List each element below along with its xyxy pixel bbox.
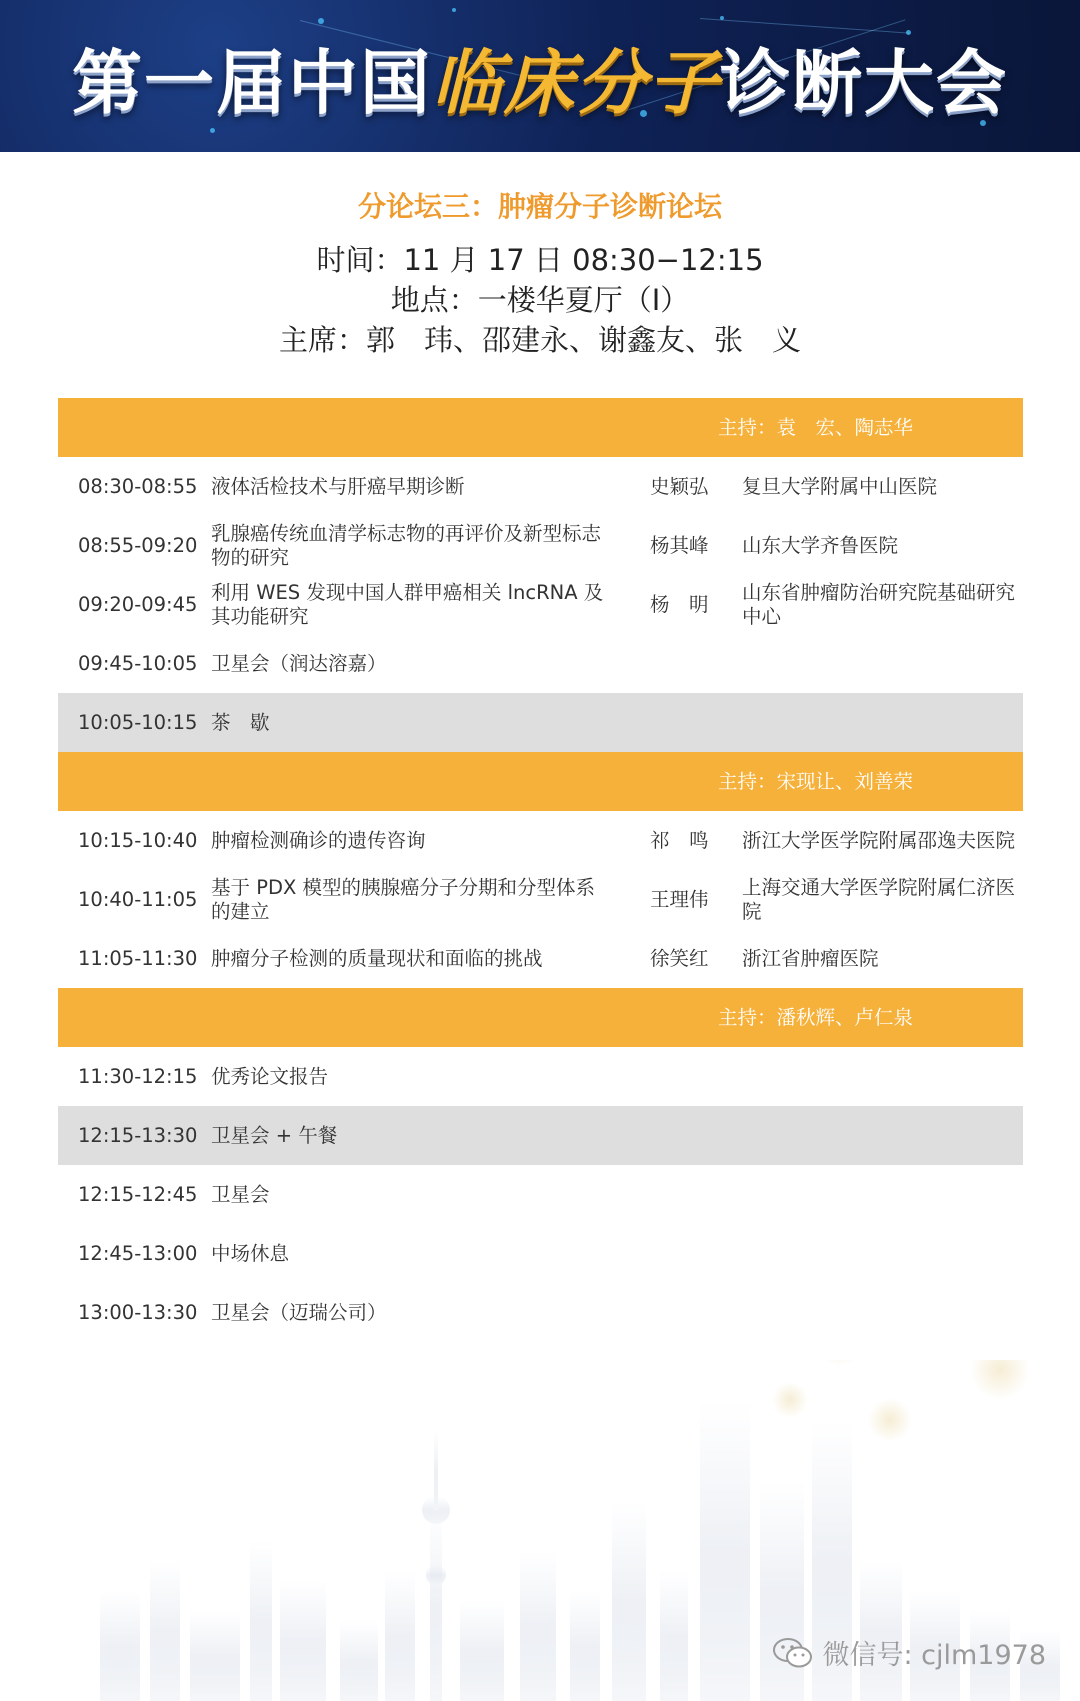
- row-speaker: 杨 明: [650, 593, 709, 616]
- row-institution: 山东大学齐鲁医院: [742, 533, 899, 557]
- schedule-row: [58, 516, 1023, 575]
- row-time: 10:05-10:15: [78, 711, 198, 734]
- row-topic: 基于 PDX 模型的胰腺癌分子分期和分型体系的建立: [211, 875, 596, 923]
- row-speaker: 史颖弘: [650, 475, 709, 498]
- row-institution: [742, 634, 1022, 693]
- row-topic: 优秀论文报告: [211, 1064, 329, 1088]
- schedule-row: [58, 1224, 1023, 1283]
- schedule-row: [58, 634, 1023, 693]
- row-time: 12:45-13:00: [78, 1242, 198, 1265]
- row-time: 09:20-09:45: [78, 593, 198, 616]
- row-topic: 卫星会（润达溶嘉）: [211, 651, 387, 675]
- row-institution: 浙江大学医学院附属邵逸夫医院: [742, 828, 1016, 852]
- wechat-icon: [772, 1637, 814, 1669]
- row-time: 11:30-12:15: [78, 1065, 198, 1088]
- row-topic: 茶 歇: [211, 710, 270, 734]
- row-time: 12:15-13:30: [78, 1124, 198, 1147]
- row-topic: 液体活检技术与肝癌早期诊断: [211, 474, 465, 498]
- schedule-row: [58, 1283, 1023, 1342]
- session-place: 地点：一楼华夏厅（I）: [390, 283, 690, 317]
- schedule-table: [58, 398, 1023, 1342]
- break-row: [58, 693, 1023, 752]
- row-time: 08:30-08:55: [78, 475, 198, 498]
- row-speaker: 祁 鸣: [650, 829, 709, 852]
- row-topic: 中场休息: [211, 1241, 290, 1265]
- schedule-row: [58, 929, 1023, 988]
- conference-banner: [0, 0, 1080, 152]
- host-text: 主持：宋现让、刘善荣: [718, 770, 914, 793]
- row-speaker: 杨其峰: [650, 534, 709, 557]
- schedule-row: [58, 457, 1023, 516]
- banner-title-part-2: 诊断大会: [720, 42, 1008, 124]
- row-topic: 卫星会 + 午餐: [211, 1123, 338, 1147]
- host-text: 主持：潘秋辉、卢仁泉: [718, 1006, 914, 1029]
- row-topic: 卫星会: [211, 1182, 270, 1206]
- break-row: [58, 1106, 1023, 1165]
- row-institution: 复旦大学附属中山医院: [742, 474, 938, 498]
- banner-title-part-1: 第一届中国: [72, 42, 432, 124]
- banner-title-highlight: 临床分子: [432, 41, 720, 124]
- row-topic: 卫星会（迈瑞公司）: [211, 1300, 387, 1324]
- banner-title: [0, 38, 1080, 128]
- schedule-row: [58, 1047, 1023, 1106]
- row-time: 10:40-11:05: [78, 888, 198, 911]
- session-time: 时间：11 月 17 日 08:30−12:15: [316, 243, 764, 277]
- row-topic: 乳腺癌传统血清学标志物的再评价及新型标志物的研究: [211, 521, 602, 569]
- row-time: 13:00-13:30: [78, 1301, 198, 1324]
- row-time: 12:15-12:45: [78, 1183, 198, 1206]
- host-row: [58, 398, 1023, 457]
- row-time: 11:05-11:30: [78, 947, 198, 970]
- host-text: 主持：袁 宏、陶志华: [718, 416, 914, 439]
- schedule-row: [58, 575, 1023, 634]
- row-topic: 肿瘤分子检测的质量现状和面临的挑战: [211, 946, 543, 970]
- forum-title: 分论坛三：肿瘤分子诊断论坛: [357, 190, 722, 223]
- schedule-row: [58, 870, 1023, 929]
- wechat-watermark: [772, 1633, 1046, 1672]
- host-row: [58, 988, 1023, 1047]
- row-speaker: 徐笑红: [650, 947, 709, 970]
- row-institution: 浙江省肿瘤医院: [742, 946, 879, 970]
- row-institution: 山东省肿瘤防治研究院基础研究中心: [742, 580, 1016, 628]
- row-time: 10:15-10:40: [78, 829, 198, 852]
- schedule-row: [58, 811, 1023, 870]
- row-topic: 肿瘤检测确诊的遗传咨询: [211, 828, 426, 852]
- row-speaker: 王理伟: [650, 888, 709, 911]
- row-institution: 上海交通大学医学院附属仁济医院: [742, 875, 1016, 923]
- row-time: 09:45-10:05: [78, 652, 198, 675]
- host-row: [58, 752, 1023, 811]
- row-time: 08:55-09:20: [78, 534, 198, 557]
- schedule-row: [58, 1165, 1023, 1224]
- row-topic: 利用 WES 发现中国人群甲癌相关 lncRNA 及其功能研究: [211, 580, 604, 628]
- session-chairs: 主席：郭 玮、邵建永、谢鑫友、张 义: [278, 323, 801, 357]
- watermark-text: 微信号: cjlm1978: [822, 1640, 1046, 1671]
